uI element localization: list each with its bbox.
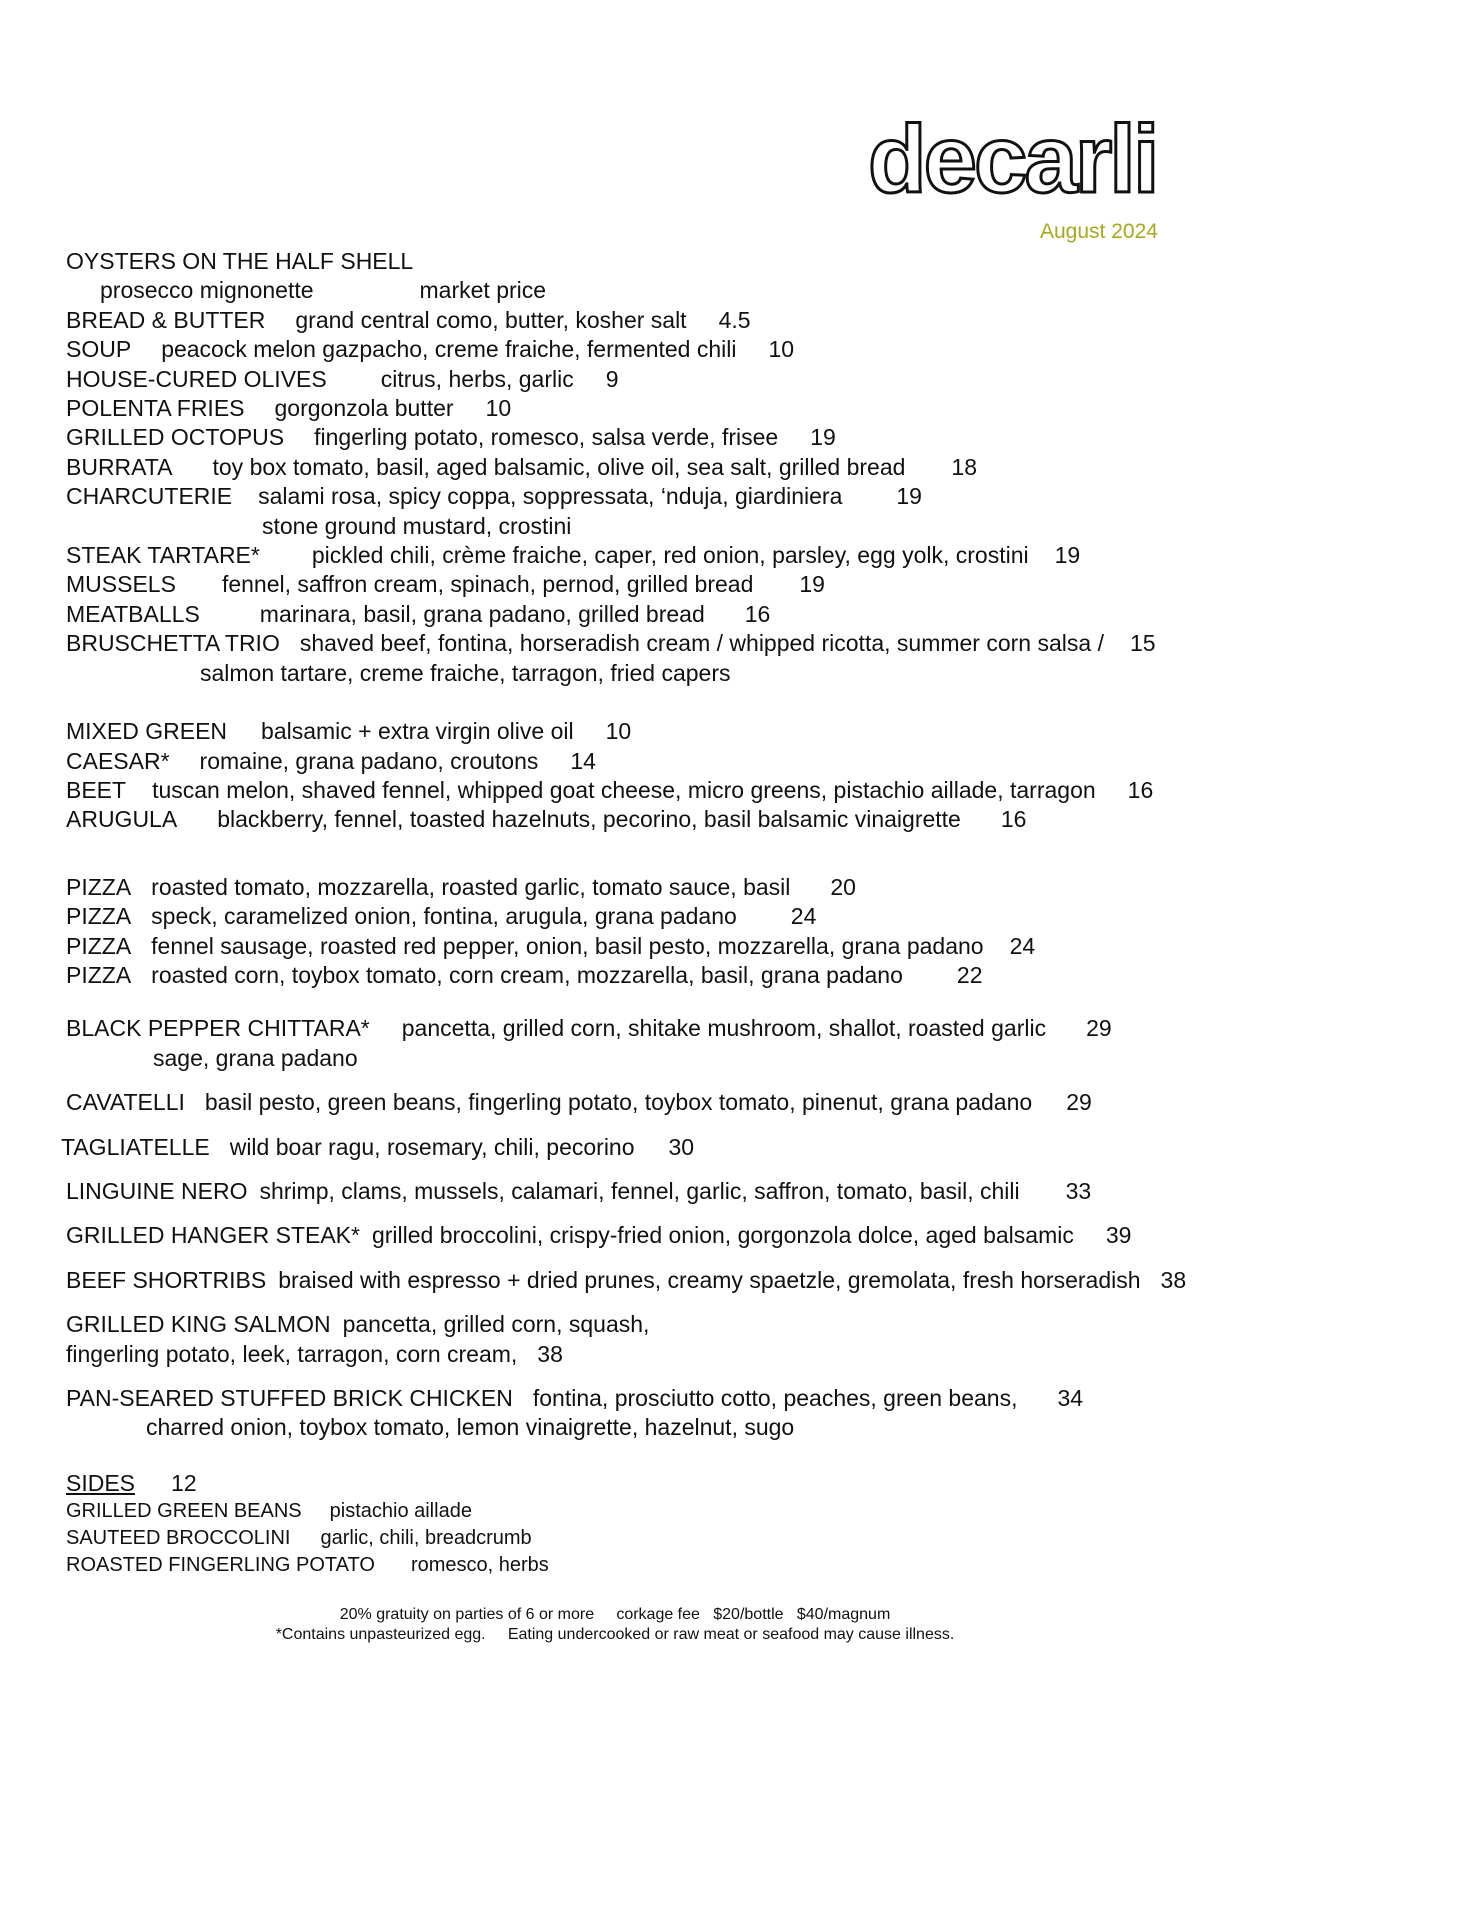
menu-item-line (66, 276, 1446, 305)
item-price: 30 (668, 1133, 695, 1160)
menu-item (66, 902, 1446, 931)
item-description: charred onion, toybox tomato, lemon vinaigrette, hazelnut, sugo (146, 1414, 795, 1441)
item-name: HOUSE-CURED OLIVES (66, 365, 327, 392)
item-description: wild boar ragu, rosemary, chili, pecorino (229, 1133, 635, 1160)
item-name: BREAD & BUTTER (66, 306, 266, 333)
item-price: 29 (1066, 1089, 1092, 1116)
item-price: 10 (768, 336, 795, 363)
sides-section (66, 1469, 1446, 1579)
item-name: CHARCUTERIE (66, 483, 233, 510)
item-name: SOUP (66, 336, 132, 363)
item-price: 19 (799, 571, 825, 598)
gratuity-note: 20% gratuity on parties of 6 or more corkage fee $20/bottle $40/magnum (339, 1606, 891, 1623)
menu-item (66, 453, 1446, 482)
item-price: 15 (1129, 630, 1156, 657)
side-description: romesco, herbs (410, 1554, 549, 1577)
item-description: peacock melon gazpacho, creme fraiche, fermented chili (161, 336, 737, 363)
menu-item (61, 1133, 1446, 1162)
item-description: speck, caramelized onion, fontina, arugula, grana padano (151, 903, 737, 930)
item-name: PIZZA (66, 932, 132, 959)
menu-item-continuation (66, 659, 1446, 688)
item-price: 22 (956, 961, 983, 988)
item-name: CAESAR* (66, 747, 170, 774)
side-description: pistachio aillade (329, 1500, 472, 1523)
salads-section (66, 717, 1446, 835)
item-price: 16 (1000, 806, 1027, 833)
item-description: balsamic + extra virgin olive oil (261, 718, 574, 745)
menu-item-continuation (66, 1340, 1446, 1369)
menu-item (66, 1310, 1446, 1339)
menu-date: August 2024 (1040, 220, 1158, 243)
item-name: LINGUINE NERO (66, 1177, 248, 1204)
menu-item-continuation (66, 1413, 1446, 1442)
item-price: 38 (537, 1340, 563, 1367)
menu-item (66, 365, 1446, 394)
item-price: 16 (1127, 776, 1154, 803)
item-description: roasted tomato, mozzarella, roasted garlic, tomato sauce, basil (151, 873, 791, 900)
menu-item (66, 932, 1446, 961)
item-price: 38 (1160, 1266, 1187, 1293)
item-price: 24 (790, 903, 817, 930)
item-price: 4.5 (718, 306, 751, 333)
item-description: salmon tartare, creme fraiche, tarragon, fried capers (200, 659, 731, 686)
item-name: CAVATELLI (66, 1089, 185, 1116)
item-price: 10 (485, 395, 512, 422)
side-description: garlic, chili, breadcrumb (320, 1527, 532, 1550)
item-name: PIZZA (66, 961, 132, 988)
menu-item (66, 394, 1446, 423)
menu-item (66, 541, 1446, 570)
item-price: 33 (1065, 1177, 1092, 1204)
item-name: GRILLED OCTOPUS (66, 424, 285, 451)
menu-item (66, 1014, 1446, 1043)
menu-item (66, 423, 1446, 452)
item-price: 29 (1086, 1015, 1112, 1042)
item-name: POLENTA FRIES (66, 395, 245, 422)
item-price: market price (419, 277, 547, 304)
item-description: fingerling potato, romesco, salsa verde, frisee (314, 424, 779, 451)
item-description: gorgonzola butter (274, 395, 454, 422)
menu-item (66, 247, 1446, 276)
menu-item (66, 629, 1446, 658)
side-item (66, 1498, 1446, 1525)
item-description: roasted corn, toybox tomato, corn cream, mozzarella, basil, grana padano (151, 961, 903, 988)
item-name: TAGLIATELLE (61, 1133, 210, 1160)
sides-price: 12 (171, 1469, 197, 1496)
item-description: fennel sausage, roasted red pepper, onion, basil pesto, mozzarella, grana padano (151, 932, 984, 959)
item-description: romaine, grana padano, croutons (199, 747, 539, 774)
item-description: prosecco mignonette (100, 277, 314, 304)
item-price: 16 (744, 600, 771, 627)
item-description: blackberry, fennel, toasted hazelnuts, pecorino, basil balsamic vinaigrette (217, 806, 961, 833)
item-description: basil pesto, green beans, fingerling potato, toybox tomato, pinenut, grana padano (204, 1089, 1033, 1116)
item-description: braised with espresso + dried prunes, creamy spaetzle, gremolata, fresh horseradish (278, 1266, 1141, 1293)
menu-item (66, 482, 1446, 511)
item-name: BEET (66, 776, 127, 803)
menu-footer (0, 1605, 1230, 1645)
pizza-section (66, 873, 1446, 991)
item-name: GRILLED HANGER STEAK* (66, 1222, 360, 1249)
item-price: 9 (605, 365, 619, 392)
sides-title: SIDES (66, 1469, 136, 1496)
item-name: MEATBALLS (66, 600, 200, 627)
side-item (66, 1525, 1446, 1552)
item-description: pancetta, grilled corn, shitake mushroom, shallot, roasted garlic (401, 1015, 1047, 1042)
item-description: marinara, basil, grana padano, grilled bread (259, 600, 705, 627)
item-price: 19 (1054, 542, 1081, 569)
side-name: GRILLED GREEN BEANS (66, 1500, 302, 1523)
item-description: toy box tomato, basil, aged balsamic, olive oil, sea salt, grilled bread (212, 453, 906, 480)
menu-item (66, 1221, 1446, 1250)
item-name: ARUGULA (66, 806, 178, 833)
item-price: 19 (896, 483, 922, 510)
menu-item (66, 1177, 1446, 1206)
menu-item (66, 600, 1446, 629)
sides-header (66, 1469, 1446, 1498)
item-description: shaved beef, fontina, horseradish cream / whipped ricotta, summer corn salsa / (299, 630, 1104, 657)
item-name: GRILLED KING SALMON (66, 1311, 331, 1338)
item-price: 19 (810, 424, 836, 451)
menu-item (66, 1266, 1446, 1295)
item-name: BURRATA (66, 453, 173, 480)
side-name: SAUTEED BROCCOLINI (66, 1527, 291, 1550)
menu-item-continuation (66, 1044, 1446, 1073)
item-description: sage, grana padano (153, 1044, 358, 1071)
menu-item (66, 1088, 1446, 1117)
menu-body (61, 247, 1446, 1579)
menu-item (66, 805, 1446, 834)
menu-item (66, 335, 1446, 364)
item-description: citrus, herbs, garlic (380, 365, 574, 392)
item-price: 39 (1105, 1222, 1132, 1249)
item-price: 10 (605, 718, 632, 745)
item-name: MIXED GREEN (66, 718, 228, 745)
restaurant-logo: decarli (868, 106, 1157, 213)
item-description: fennel, saffron cream, spinach, pernod, grilled bread (221, 571, 754, 598)
item-price: 18 (951, 453, 978, 480)
item-description: grilled broccolini, crispy-fried onion, gorgonzola dolce, aged balsamic (371, 1222, 1074, 1249)
side-item (66, 1552, 1446, 1579)
item-name: PIZZA (66, 873, 132, 900)
menu-item (66, 717, 1446, 746)
item-description: stone ground mustard, crostini (262, 512, 572, 539)
item-name: OYSTERS ON THE HALF SHELL (66, 248, 414, 274)
health-disclaimer: *Contains unpasteurized egg. Eating undercooked or raw meat or seafood may cause illness. (275, 1626, 955, 1643)
item-description: tuscan melon, shaved fennel, whipped goat cheese, micro greens, pistachio aillade, tarragon (152, 776, 1096, 803)
menu-item (66, 570, 1446, 599)
side-name: ROASTED FINGERLING POTATO (66, 1554, 375, 1577)
menu-item (66, 776, 1446, 805)
item-name: BRUSCHETTA TRIO (66, 630, 280, 657)
item-description: grand central como, butter, kosher salt (295, 306, 687, 333)
item-price: 14 (570, 747, 596, 774)
menu-item (66, 1384, 1446, 1413)
menu-item-continuation (66, 512, 1446, 541)
menu-item (66, 747, 1446, 776)
item-name: PAN-SEARED STUFFED BRICK CHICKEN (66, 1385, 513, 1411)
item-price: 20 (830, 873, 856, 900)
item-name: BEEF SHORTRIBS (66, 1266, 267, 1293)
item-name: MUSSELS (66, 571, 176, 598)
menu-item (66, 873, 1446, 902)
item-name: BLACK PEPPER CHITTARA* (66, 1015, 370, 1042)
menu-item (66, 306, 1446, 335)
item-description: fontina, prosciutto cotto, peaches, green beans, (532, 1385, 1018, 1411)
item-price: 24 (1009, 932, 1036, 959)
starters-section (66, 247, 1446, 688)
item-description: fingerling potato, leek, tarragon, corn cream, (66, 1340, 518, 1367)
item-name: PIZZA (66, 903, 132, 930)
item-name: STEAK TARTARE* (66, 542, 260, 569)
item-price: 34 (1057, 1385, 1084, 1411)
mains-section (61, 1014, 1446, 1442)
item-description: pickled chili, crème fraiche, caper, red onion, parsley, egg yolk, crostini (311, 542, 1029, 569)
item-description: shrimp, clams, mussels, calamari, fennel, garlic, saffron, tomato, basil, chili (259, 1177, 1020, 1204)
menu-item (66, 961, 1446, 990)
item-description: pancetta, grilled corn, squash, (342, 1311, 650, 1338)
item-description: salami rosa, spicy coppa, soppressata, ‘nduja, giardiniera (258, 483, 843, 510)
